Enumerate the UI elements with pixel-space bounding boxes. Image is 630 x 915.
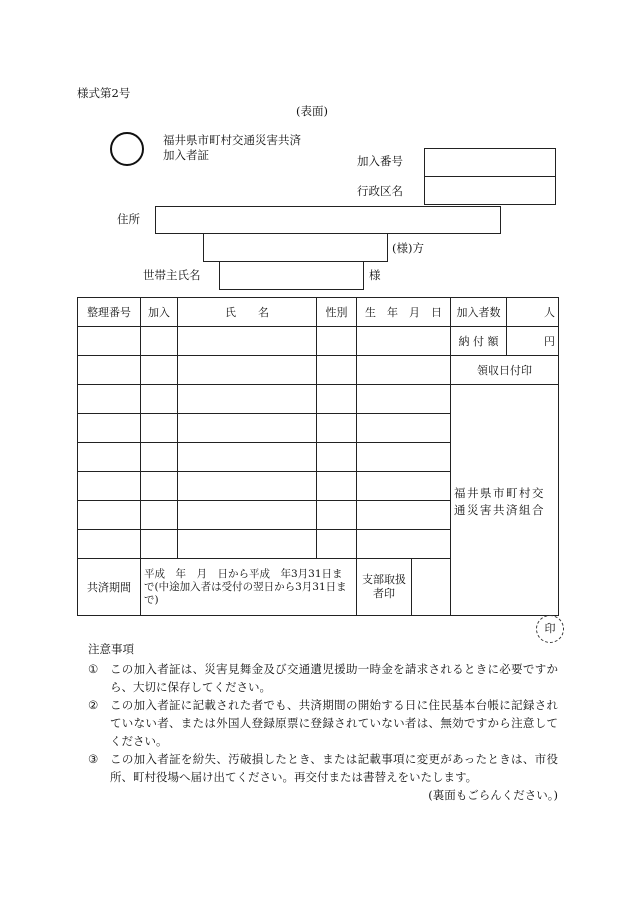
header-name: 氏 名 (178, 298, 317, 327)
note-item (88, 750, 558, 786)
table-row (78, 327, 559, 356)
householder-field[interactable] (219, 261, 364, 290)
note-item (88, 660, 558, 696)
form-number: 様式第2号 (77, 86, 131, 100)
note-number: ① (88, 662, 99, 676)
table-row (78, 356, 559, 385)
note-text: この加入者証は、災害見舞金及び交通遺児援助一時金を請求されるときに必要ですから、大切に保存してください。 (110, 662, 558, 694)
table-row (78, 385, 559, 414)
payment-label: 納 付 額 (451, 327, 507, 356)
branch-stamp-field[interactable] (412, 559, 450, 615)
address-field[interactable] (155, 206, 501, 234)
note-number: ③ (88, 752, 99, 766)
header-serial: 整理番号 (78, 298, 141, 327)
sama-label: 様 (369, 268, 381, 282)
notes-title: 注意事項 (88, 642, 134, 656)
table-header-row (78, 298, 559, 327)
note-text: この加入者証に記載された者でも、共済期間の開始する日に住民基本台帳に記録されていない者、または外国人登録原票に登録されていない者は、無効ですから注意してください。 (110, 698, 558, 748)
circle-mark-icon (110, 132, 144, 166)
note-item (88, 696, 558, 750)
care-of-field[interactable] (203, 233, 388, 262)
note-number: ② (88, 698, 99, 712)
member-number-label: 加入番号 (357, 154, 403, 168)
period-label: 共済期間 (78, 559, 141, 616)
title-line-1: 福井県市町村交通災害共済 (163, 133, 301, 147)
header-member-count: 加入者数 (451, 298, 507, 327)
district-label: 行政区名 (357, 184, 403, 198)
branch-label: 支部取扱者印 (357, 559, 412, 615)
member-table (77, 297, 559, 616)
branch-cell (357, 559, 451, 616)
receipt-stamp-area (451, 385, 559, 616)
householder-label: 世帯主氏名 (143, 268, 201, 282)
header-dob: 生 年 月 日 (357, 298, 451, 327)
seal-stamp: 印 (536, 615, 564, 643)
notes-footer: (裏面もごらんください。) (428, 788, 558, 802)
address-label: 住所 (117, 212, 140, 226)
side-label: (表面) (296, 104, 328, 118)
header-sex: 性別 (317, 298, 357, 327)
payment-unit: 円 (507, 327, 559, 356)
notes-section (88, 640, 558, 804)
care-of-label: (様)方 (392, 241, 424, 255)
member-number-field[interactable] (424, 148, 556, 177)
district-field[interactable] (424, 176, 556, 205)
period-text: 平成 年 月 日から平成 年3月31日まで(中途加入者は受付の翌日から3月31日まで) (141, 559, 357, 616)
member-count-unit: 人 (507, 298, 559, 327)
union-name: 福井県市町村交通災害共済組合 (454, 486, 545, 517)
note-text: この加入者証を紛失、汚破損したとき、または記載事項に変更があったときは、市役所、町村役場へ届け出てください。再交付または書替えをいたします。 (110, 752, 558, 784)
title-line-2: 加入者証 (163, 148, 209, 162)
header-join: 加入 (141, 298, 178, 327)
receipt-date-label: 領収日付印 (451, 356, 559, 385)
